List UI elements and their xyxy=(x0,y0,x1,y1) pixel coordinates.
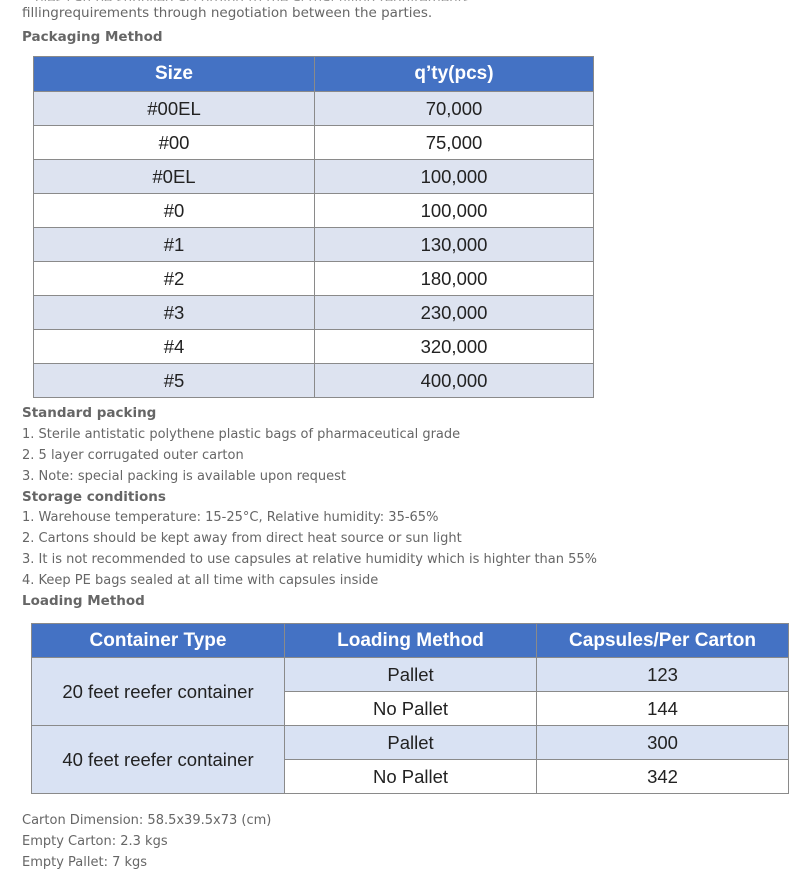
standard-packing-item: 3. Note: special packing is available upon request xyxy=(22,469,347,484)
capsules-cell: 144 xyxy=(537,692,789,726)
intro-text xyxy=(22,5,432,21)
qty-cell: 100,000 xyxy=(315,194,594,228)
qty-cell: 180,000 xyxy=(315,262,594,296)
size-cell: #3 xyxy=(34,296,315,330)
size-cell: #4 xyxy=(34,330,315,364)
qty-cell: 320,000 xyxy=(315,330,594,364)
size-cell: #1 xyxy=(34,228,315,262)
empty-pallet-text: Empty Pallet: 7 kgs xyxy=(22,855,148,870)
loading-method-heading: Loading Method xyxy=(22,593,145,609)
column-header-size: Size xyxy=(34,57,315,92)
table-row xyxy=(34,92,594,126)
table-row xyxy=(34,194,594,228)
qty-cell: 130,000 xyxy=(315,228,594,262)
qty-cell: 400,000 xyxy=(315,364,594,398)
table-row xyxy=(34,296,594,330)
packaging-method-heading: Packaging Method xyxy=(22,29,163,45)
size-cell: #0EL xyxy=(34,160,315,194)
standard-packing-heading: Standard packing xyxy=(22,405,157,421)
intro-cut-line xyxy=(22,0,582,1)
carton-dimension-text: Carton Dimension: 58.5x39.5x73 (cm) xyxy=(22,813,272,828)
qty-cell: 70,000 xyxy=(315,92,594,126)
loading-header-row xyxy=(32,624,789,658)
qty-cell: 75,000 xyxy=(315,126,594,160)
packaging-table xyxy=(33,56,594,398)
table-row xyxy=(34,330,594,364)
loading-method-cell: No Pallet xyxy=(285,692,537,726)
container-type-cell: 20 feet reefer container xyxy=(32,658,285,726)
qty-cell: 230,000 xyxy=(315,296,594,330)
size-cell: #5 xyxy=(34,364,315,398)
table-row xyxy=(34,228,594,262)
qty-cell: 100,000 xyxy=(315,160,594,194)
table-row xyxy=(32,726,789,760)
column-header-loading-method: Loading Method xyxy=(285,624,537,658)
storage-item: 2. Cartons should be kept away from direct heat source or sun light xyxy=(22,531,462,546)
packaging-header-row xyxy=(34,57,594,92)
standard-packing-item: 2. 5 layer corrugated outer carton xyxy=(22,448,244,463)
capsules-cell: 300 xyxy=(537,726,789,760)
storage-conditions-heading: Storage conditions xyxy=(22,489,166,505)
table-row xyxy=(34,262,594,296)
table-row xyxy=(32,658,789,692)
loading-method-cell: Pallet xyxy=(285,726,537,760)
empty-carton-text: Empty Carton: 2.3 kgs xyxy=(22,834,168,849)
standard-packing-item: 1. Sterile antistatic polythene plastic bags of pharmaceutical grade xyxy=(22,427,461,442)
column-header-capsules: Capsules/Per Carton xyxy=(537,624,789,658)
size-cell: #00EL xyxy=(34,92,315,126)
size-cell: #00 xyxy=(34,126,315,160)
loading-table xyxy=(31,623,789,794)
loading-method-cell: Pallet xyxy=(285,658,537,692)
intro-line: fillingrequirements through negotiation between the parties. xyxy=(22,5,433,21)
container-type-cell: 40 feet reefer container xyxy=(32,726,285,794)
table-row xyxy=(34,126,594,160)
size-cell: #2 xyxy=(34,262,315,296)
loading-method-cell: No Pallet xyxy=(285,760,537,794)
table-row xyxy=(34,364,594,398)
storage-item: 4. Keep PE bags sealed at all time with capsules inside xyxy=(22,573,379,588)
table-row xyxy=(34,160,594,194)
capsules-cell: 342 xyxy=(537,760,789,794)
capsules-cell: 123 xyxy=(537,658,789,692)
column-header-container-type: Container Type xyxy=(32,624,285,658)
size-cell: #0 xyxy=(34,194,315,228)
storage-item: 3. It is not recommended to use capsules at relative humidity which is highter than 55% xyxy=(22,552,598,567)
column-header-qty: q’ty(pcs) xyxy=(315,57,594,92)
storage-item: 1. Warehouse temperature: 15-25°C, Relative humidity: 35-65% xyxy=(22,510,439,525)
